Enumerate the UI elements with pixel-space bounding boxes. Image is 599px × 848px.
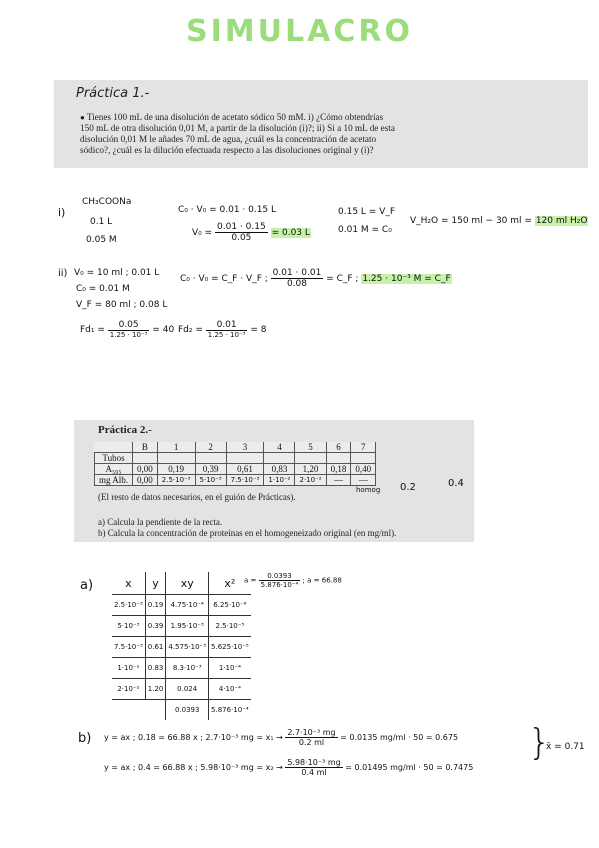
table-cell: 1.20 [145, 679, 166, 700]
fraction: $\frac{0.01}{\text{1.25 · 10⁻³}}$ [207, 320, 246, 339]
highlight-result: = 0.03 L [271, 228, 310, 238]
table-cell: 0,19 [157, 464, 195, 475]
table-cell: 3 [226, 442, 264, 453]
table-cell: 6 [326, 442, 351, 453]
table-cell: mg Alb. [95, 475, 133, 486]
practica-2-table [94, 442, 376, 486]
water-volume: V_H₂O = 150 ml − 30 ml = 120 ml H₂O [410, 216, 588, 226]
table-total-row [112, 700, 251, 721]
table-cell [157, 453, 195, 464]
table-cell: — [351, 475, 376, 486]
table-header-row [112, 572, 251, 595]
table-cell: 0.024 [166, 679, 209, 700]
table-cell: 0,00 [133, 464, 158, 475]
ii-equation: C₀ · V₀ = C_F · V_F ; $\frac{0.01 \cdot 0.01}{0.08}$ = C_F ; 1.25 · 10⁻³ M = C_F [180, 268, 451, 289]
table-cell: 7.5·10⁻³ [112, 637, 145, 658]
fraction: $\frac{0.05}{\text{1.25 · 10⁻³}}$ [109, 320, 148, 339]
table-cell: 5 [295, 442, 326, 453]
final-concentration: 0.01 M = C₀ [338, 225, 392, 235]
fraction: $\frac{\text{2.7·10⁻³ mg}}{0.2 ml}$ [287, 728, 336, 747]
fraction: $\frac{0.01 \cdot 0.01}{0.08}$ [272, 268, 322, 289]
table-row [112, 679, 251, 700]
dilution-factor-2: Fd₂ = $\frac{0.01}{\text{1.25 · 10⁻³}}$ = 8 [178, 320, 267, 339]
table-cell: 2.5·10⁻³ [157, 475, 195, 486]
concentration-initial: 0.05 M [86, 235, 117, 245]
table-row [95, 464, 376, 475]
table-cell [351, 453, 376, 464]
table-cell [95, 442, 133, 453]
table-cell [226, 453, 264, 464]
table-cell: 4.75·10⁻⁴ [166, 595, 209, 616]
table-cell: 4 [264, 442, 295, 453]
handwritten-0-4: 0.4 [448, 478, 464, 489]
table-cell: 4.575·10⁻³ [166, 637, 209, 658]
table-cell: xy [166, 572, 209, 595]
table-row [112, 616, 251, 637]
table-cell: 0,83 [264, 464, 295, 475]
table-cell: 6.25·10⁻⁶ [209, 595, 251, 616]
label-i: i) [58, 206, 66, 219]
table-cell [112, 700, 145, 721]
handwritten-0-2: 0.2 [400, 482, 416, 493]
table-cell: 2 [195, 442, 226, 453]
eq-v0: V₀ = $\frac{0.01 \cdot 0.15}{0.05}$ = 0.03 L [192, 222, 310, 243]
fraction: $\frac{0.0393}{\text{5.876·10⁻⁴}}$ [260, 572, 299, 589]
table-cell: 1·10⁻² [264, 475, 295, 486]
calc-b1: y = ax ; 0.18 = 66.88 x ; 2.7·10⁻³ mg = x₁ → $\frac{\text{2.7·10⁻³ mg}}{0.2 ml}$ = 0.0135 mg/ml · 50 = 0.675 [104, 728, 459, 747]
table-cell: 0.0393 [166, 700, 209, 721]
table-row [95, 453, 376, 464]
table-cell: Tubos [95, 453, 133, 464]
table-row [112, 595, 251, 616]
table-cell: 7.5·10⁻³ [226, 475, 264, 486]
fraction: $\frac{0.01 \cdot 0.15}{0.05}$ [217, 222, 266, 243]
table-header-row [95, 442, 376, 453]
table-cell: 0.39 [145, 616, 166, 637]
table-cell: 1·10⁻² [112, 658, 145, 679]
table-cell: x [112, 572, 145, 595]
table-cell: 5·10⁻³ [195, 475, 226, 486]
ii-c0: C₀ = 0.01 M [76, 284, 130, 294]
table-cell: — [326, 475, 351, 486]
practica-1-line: disolución 0,01 M le añades 70 mL de agua, ¿cuál es la concentración de acetato [80, 134, 377, 144]
practica-2-heading: Práctica 2.- [98, 424, 152, 436]
bullet: ● [80, 113, 87, 122]
table-cell: 4·10⁻⁴ [209, 679, 251, 700]
practica-1-line: ● Tienes 100 mL de una disolución de acetato sódico 50 mM. i) ¿Cómo obtendrías [80, 112, 384, 122]
fraction: $\frac{\text{5.98·10⁻³ mg}}{0.4 ml}$ [287, 758, 341, 777]
volume-initial: 0.1 L [90, 217, 113, 227]
table-cell: 0,40 [351, 464, 376, 475]
table-cell: 5.876·10⁻⁴ [209, 700, 251, 721]
regression-table [112, 572, 251, 720]
practica-2-note: (El resto de datos necesarios, en el guión de Prácticas). [98, 492, 296, 502]
table-cell: y [145, 572, 166, 595]
table-cell [195, 453, 226, 464]
table-cell: 0,61 [226, 464, 264, 475]
practica-1-text [80, 112, 395, 156]
table-cell: B [133, 442, 158, 453]
table-cell [145, 700, 166, 721]
table-cell: 1 [157, 442, 195, 453]
table-cell: 0.83 [145, 658, 166, 679]
table-cell: 7 [351, 442, 376, 453]
eq-c0v0: C₀ · V₀ = 0.01 · 0.15 L [178, 205, 277, 215]
label-ii: ii) [58, 268, 68, 279]
dilution-factor-1: Fd₁ = $\frac{0.05}{\text{1.25 · 10⁻³}}$ = 40 [80, 320, 175, 339]
mean-result: x̄ = 0.71 [546, 742, 585, 752]
practica-1-line: 150 mL de otra disolución 0,01 M, a partir de la disolución (i)?; ii) Si a 10 mL de esta [80, 123, 395, 133]
table-row [95, 475, 376, 486]
curly-brace-icon: } [528, 722, 551, 763]
highlight-cf: 1.25 · 10⁻³ M = C_F [362, 274, 451, 284]
table-cell: 0.19 [145, 595, 166, 616]
page-title: SIMULACRO [186, 14, 413, 49]
table-cell: 0,00 [133, 475, 158, 486]
practica-1-heading: Práctica 1.- [76, 86, 150, 101]
table-cell: 1.95·10⁻³ [166, 616, 209, 637]
practica-1-photo [54, 80, 588, 168]
table-cell: 2·10⁻² [295, 475, 326, 486]
label-b: b) [78, 731, 92, 746]
table-cell [326, 453, 351, 464]
table-cell: A₅₉₅ [95, 464, 133, 475]
ii-vf: V_F = 80 ml ; 0.08 L [76, 300, 168, 310]
table-cell: 0,18 [326, 464, 351, 475]
slope-formula: a = $\frac{0.0393}{\text{5.876·10⁻⁴}}$ ; a = 66.88 [244, 572, 342, 589]
table-row [112, 637, 251, 658]
ii-v0: V₀ = 10 ml ; 0.01 L [74, 268, 160, 278]
table-cell: 5.625·10⁻⁵ [209, 637, 251, 658]
table-cell: 1,20 [295, 464, 326, 475]
table-cell: 2.5·10⁻⁵ [209, 616, 251, 637]
table-cell: 2.5·10⁻³ [112, 595, 145, 616]
table-cell: 8.3·10⁻³ [166, 658, 209, 679]
practica-2-photo [74, 420, 474, 542]
table-cell: x² [209, 572, 251, 595]
table-cell [295, 453, 326, 464]
final-volume: 0.15 L = V_F [338, 207, 396, 217]
practica-2-question-b: b) Calcula la concentración de proteínas en el homogeneizado original (en mg/ml). [98, 528, 397, 538]
table-cell: 0.61 [145, 637, 166, 658]
label-a: a) [80, 578, 94, 593]
table-row [112, 658, 251, 679]
highlight-water: 120 ml H₂O [535, 216, 588, 226]
table-cell: 5·10⁻³ [112, 616, 145, 637]
table-cell: 0,39 [195, 464, 226, 475]
table-cell [264, 453, 295, 464]
table-cell [133, 453, 158, 464]
table-cell: 2·10⁻² [112, 679, 145, 700]
table-cell: 1·10⁻⁴ [209, 658, 251, 679]
practica-1-line: sódico?, ¿cuál es la dilución efectuada respecto a las disoluciones original y (i)? [80, 145, 374, 155]
practica-2-question-a: a) Calcula la pendiente de la recta. [98, 517, 223, 527]
calc-b2: y = ax ; 0.4 = 66.88 x ; 5.98·10⁻³ mg = x₂ → $\frac{\text{5.98·10⁻³ mg}}{0.4 ml}$ = 0.01495 mg/ml · 50 = 0.7475 [104, 758, 474, 777]
handwritten-homog: homog [356, 486, 381, 494]
chem-formula: CH₃COONa [82, 197, 132, 207]
